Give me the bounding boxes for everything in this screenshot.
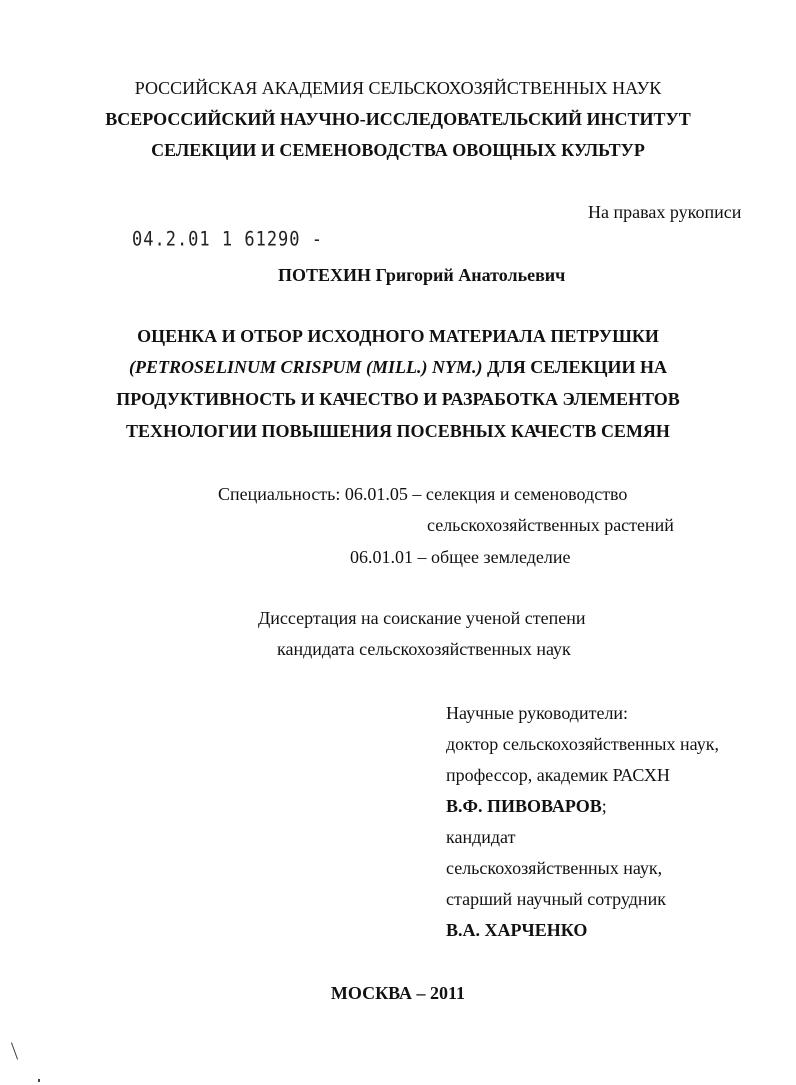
supervisor-2-degree-line-2: сельскохозяйственных наук, — [446, 858, 663, 878]
species-latin-name: (PETROSELINUM CRISPUM (MILL.) NYM.) — [128, 357, 483, 377]
registration-stamp: 04.2.01 1 61290 - — [132, 228, 323, 251]
supervisor-2-name: В.А. ХАРЧЕНКО — [446, 920, 588, 940]
supervisor-2-title: старший научный сотрудник — [446, 889, 666, 909]
thesis-title-line-3: ПРОДУКТИВНОСТЬ И КАЧЕСТВО И РАЗРАБОТКА ЭЛЕМЕНТОВ — [116, 389, 680, 409]
specialty-line-2: сельскохозяйственных растений — [427, 515, 674, 535]
author-name: ПОТЕХИН Григорий Анатольевич — [278, 265, 566, 285]
thesis-title-line-1: ОЦЕНКА И ОТБОР ИСХОДНОГО МАТЕРИАЛА ПЕТРУШКИ — [137, 326, 659, 346]
scan-mark — [11, 1042, 18, 1059]
supervisor-1-degree: доктор сельскохозяйственных наук, — [446, 734, 719, 754]
specialty-line-1: Специальность: 06.01.05 – селекция и семеноводство — [218, 484, 628, 504]
supervisor-1-name: В.Ф. ПИВОВАРОВ — [446, 796, 602, 816]
academy-name: РОССИЙСКАЯ АКАДЕМИЯ СЕЛЬСКОХОЗЯЙСТВЕННЫХ НАУК — [134, 78, 662, 98]
specialty-line-3: 06.01.01 – общее земледелие — [350, 547, 571, 567]
thesis-title-line-2-rest: ДЛЯ СЕЛЕКЦИИ НА — [486, 357, 668, 377]
supervisor-1-name-line — [446, 796, 607, 817]
supervisor-1-title: профессор, академик РАСХН — [446, 765, 670, 785]
supervisor-separator: ; — [601, 796, 607, 816]
dissertation-line-1: Диссертация на соискание ученой степени — [258, 608, 586, 628]
institute-name-line-1: ВСЕРОССИЙСКИЙ НАУЧНО-ИССЛЕДОВАТЕЛЬСКИЙ ИНСТИТУТ — [105, 109, 691, 129]
institute-name-line-2: СЕЛЕКЦИИ И СЕМЕНОВОДСТВА ОВОЩНЫХ КУЛЬТУР — [151, 140, 645, 160]
thesis-title-line-4: ТЕХНОЛОГИИ ПОВЫШЕНИЯ ПОСЕВНЫХ КАЧЕСТВ СЕМЯН — [126, 421, 670, 441]
thesis-title-line-2 — [0, 357, 796, 378]
scan-dot — [38, 1079, 40, 1082]
city-year: МОСКВА – 2011 — [330, 983, 466, 1003]
supervisors-heading: Научные руководители: — [446, 703, 629, 723]
supervisor-2-degree-line-1: кандидат — [446, 827, 516, 847]
manuscript-rights-note: На правах рукописи — [588, 202, 742, 222]
dissertation-line-2: кандидата сельскохозяйственных наук — [277, 639, 571, 659]
